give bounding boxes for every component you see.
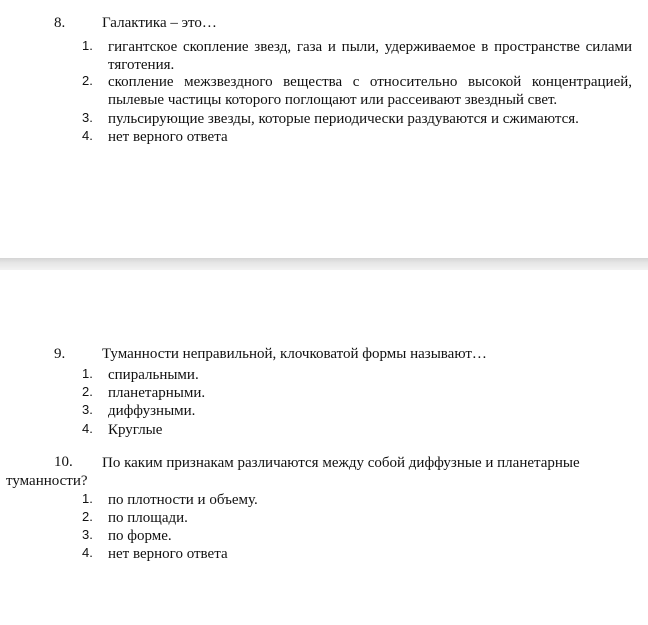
option-text: по плотности и объему. [108,492,258,508]
option-text: нет верного ответа [108,546,228,562]
option-text: по форме. [108,528,172,544]
option-text: пульсирующие звезды, которые периодически раздуваются и сжимаются. [108,111,579,127]
option-text: диффузными. [108,403,196,419]
option-number: 1. [82,491,93,506]
option-text: скопление межзвездного вещества с относительно высокой концентрацией, пылевые частицы которого поглощают или рассеивают звездный свет. [108,74,632,108]
option-text: спиральными. [108,367,199,383]
option-number: 1. [82,38,93,53]
option-number: 3. [82,527,93,542]
question-text: Туманности неправильной, клочковатой формы называют… [102,346,487,362]
page-top [0,0,648,258]
page-separator [0,258,648,270]
option-number: 4. [82,545,93,560]
question-text: Галактика – это… [102,15,217,31]
option-number: 2. [82,509,93,524]
page-bottom [0,270,648,625]
option-number: 3. [82,110,93,125]
option-number: 4. [82,128,93,143]
question-text: По каким признакам различаются между собой диффузные и планетарные туманности? [6,455,580,489]
option-text: планетарными. [108,385,206,401]
option-number: 1. [82,366,93,381]
question-number: 10. [54,454,73,470]
option-number: 4. [82,421,93,436]
option-number: 3. [82,402,93,417]
option-text: гигантское скопление звезд, газа и пыли, удерживаемое в пространстве силами тяготения. [108,39,632,73]
option-number: 2. [82,73,93,88]
option-text: нет верного ответа [108,129,228,145]
question-number: 9. [54,346,66,362]
option-text: по площади. [108,510,188,526]
option-text: Круглые [108,422,163,438]
question-number: 8. [54,15,66,31]
option-number: 2. [82,384,93,399]
